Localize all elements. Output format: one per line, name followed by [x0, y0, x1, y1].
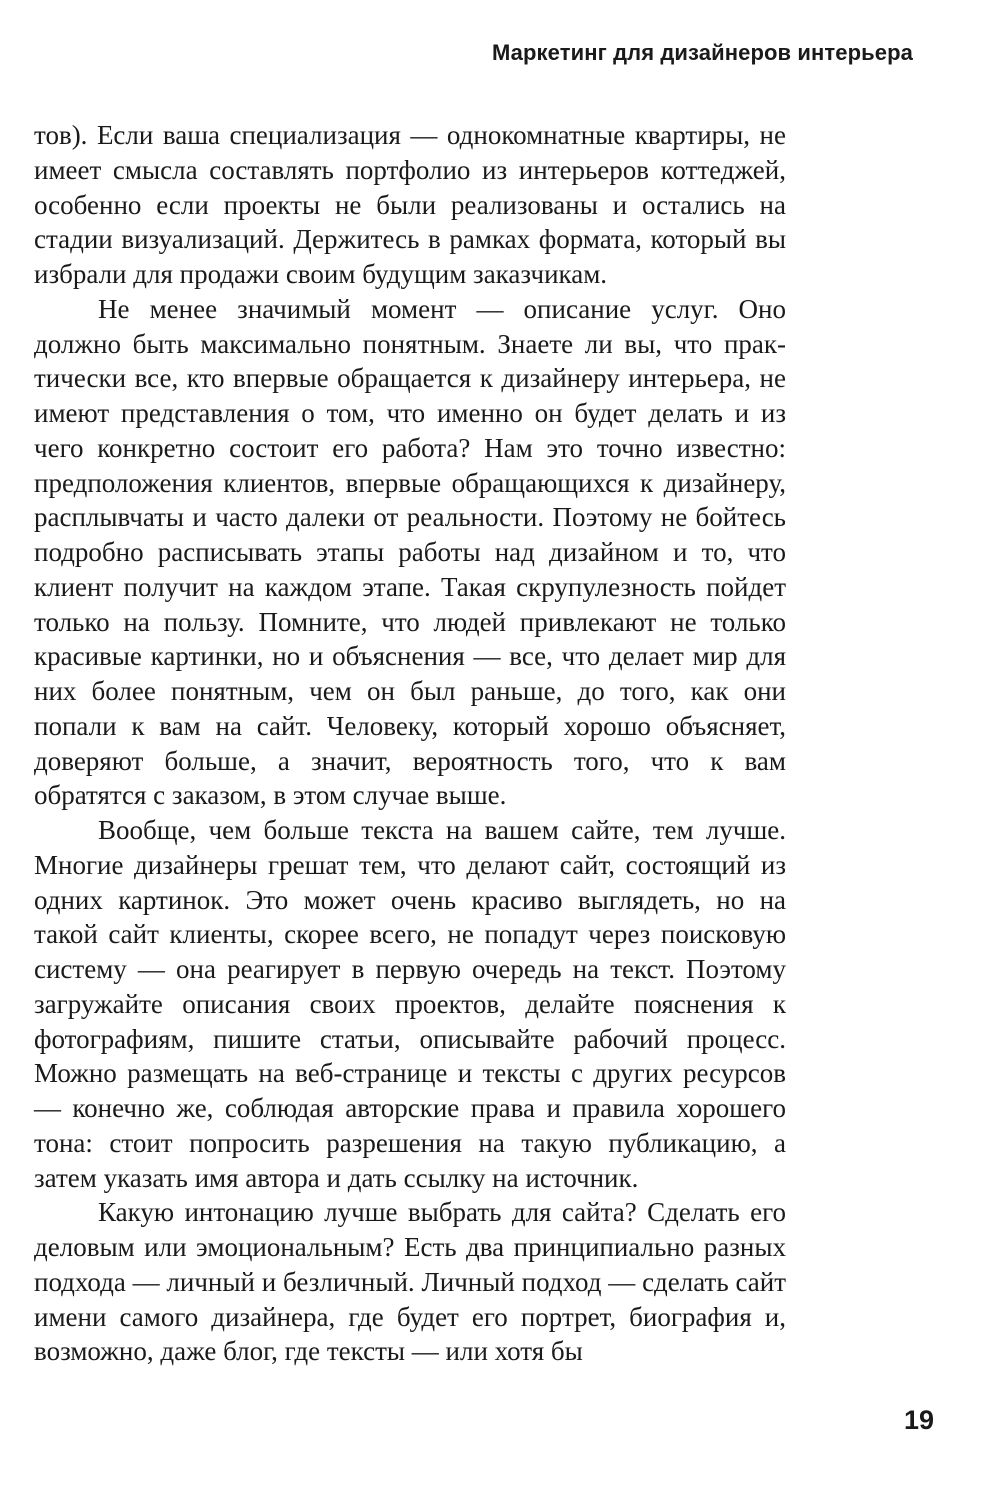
paragraph-1: тов). Если ваша специализация — однокомнатные квартиры, не имеет смысла составлять портфолио из интерьеров коттеджей, особенно если проекты не были реализованы и остались на стадии визуализаций. Держитесь в рамках формата, который вы избрали для продажи своим будущим заказчикам.	[34, 120, 786, 289]
paragraph-4: Какую интонацию лучше выбрать для сайта? Сделать его деловым или эмоциональным? Есть два принципиально разных подхода — личный и безличный. Личный подход — сделать сайт имени самого дизайнера, где будет его портрет, биография и, возможно, даже блог, где тексты — или хотя бы	[34, 1197, 786, 1367]
paragraph-2: Не менее значимый момент — описание услуг. Оно должно быть максимально понятным. Знаете ли вы, что практически все, кто впервые обращается к дизайнеру интерьера, не имеют представления о том, что именно он будет делать и из чего конкретно состоит его работа? Нам это точно известно: предположения клиентов, впервые обращающихся к дизайнеру, расплывчаты и часто далеки от реальности. Поэтому не бойтесь подробно расписывать этапы работы над дизайном и то, что клиент получит на каждом этапе. Такая скрупулезность пойдет только на пользу. Помните, что людей привлекают не только красивые картинки, но и объяснения — все, что делает мир для них более понятным, чем он был раньше, до того, как они попали к вам на сайт. Человеку, который хорошо объясняет, доверяют больше, а значит, вероятность того, что к вам обратятся с заказом, в этом случае выше.	[34, 293, 786, 811]
body-text	[34, 118, 786, 1369]
paragraph-3: Вообще, чем больше текста на вашем сайте, тем лучше. Многие дизайнеры грешат тем, что делают сайт, состоящий из одних картинок. Это может очень красиво выглядеть, но на такой сайт клиенты, скорее всего, не попадут через поисковую систему — она реагирует в первую очередь на текст. Поэтому загружайте описания своих проектов, делайте пояснения к фотографиям, пишите статьи, описывайте рабочий процесс. Можно размещать на веб-странице и тексты с других ресурсов — конечно же, соблюдая авторские права и правила хорошего тона: стоит попросить разрешения на такую публикацию, а затем указать имя автора и дать ссылку на источник.	[34, 815, 786, 1193]
running-header: Маркетинг для дизайнеров интерьера	[491, 40, 913, 65]
page-number: 19	[904, 1405, 935, 1435]
